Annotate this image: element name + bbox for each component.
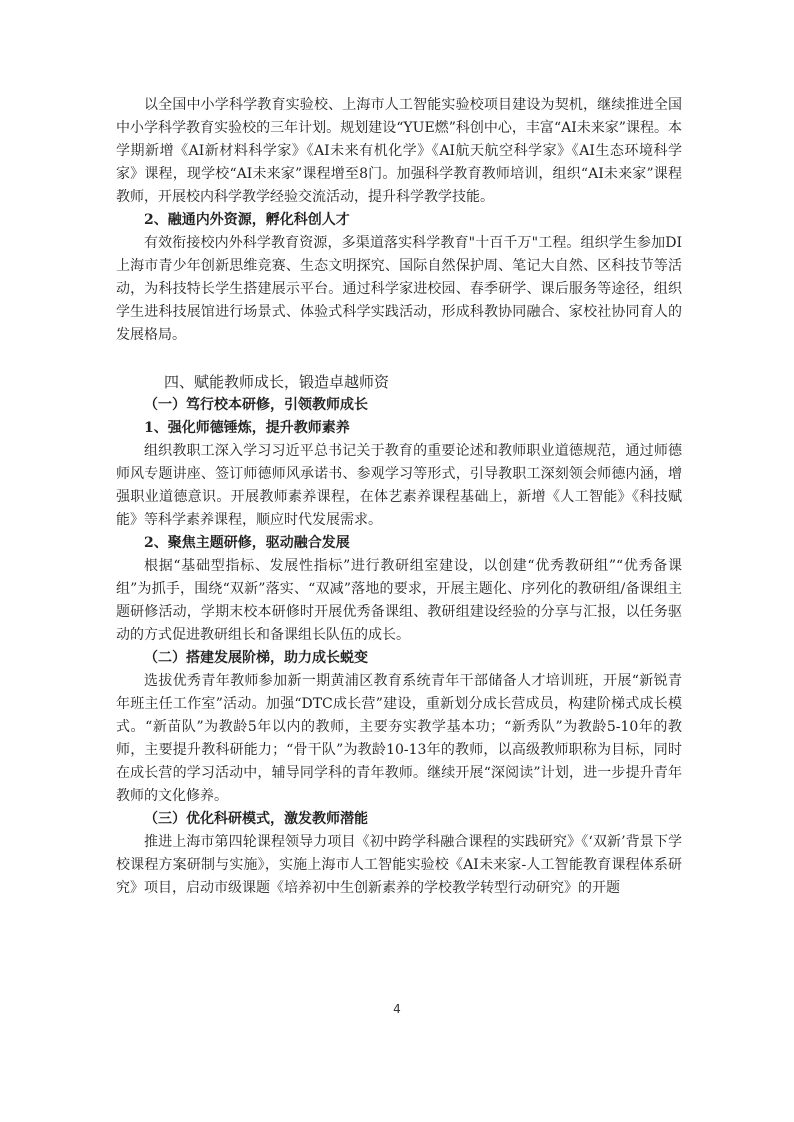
item-title-ethics: 1、强化师德锤炼，提升教师素养: [144, 420, 350, 436]
page-number: 4: [393, 1002, 401, 1016]
item-title-theme-training: 2、聚焦主题研修，驱动融合发展: [144, 535, 350, 551]
paragraph-research: 推进上海市第四轮课程领导力项目《初中跨学科融合课程的实践研究》《‘双新’背景下学校课程方案研制与实施》，实施上海市人工智能实验校《AI未来家-人工智能教育课程体系研究》项目，启动市级课题《培养初中生创新素养的学校教学转型行动研究》的开题: [116, 834, 682, 896]
paragraph-ai-curriculum: 以全国中小学科学教育实验校、上海市人工智能实验校项目建设为契机，继续推进全国中小学科学教育实验校的三年计划。规划建设“YUE燃”科创中心，丰富“AI未来家”课程。本学期新增《AI新材料科学家》《AI未来有机化学》《AI航天航空科学家》《AI生态环境科学家》课程，现学校“AI未来家”课程增至8门。加强科学教育教师培训，组织“AI未来家”课程教师，开展校内科学教学经验交流活动，提升科学教学技能。: [116, 97, 682, 205]
subsection-title-research: （三）优化科研模式，激发教师潜能: [144, 811, 368, 827]
blank-line: [116, 347, 682, 370]
document-body: [116, 94, 682, 900]
paragraph-growth-ladder: 选拔优秀青年教师参加新一期黄浦区教育系统青年干部储备人才培训班，开展“新锐青年班主任工作室”活动。加强“DTC成长营”建设，重新划分成长营成员，构建阶梯式成长模式。“新苗队”为教龄5年以内的教师，主要夯实教学基本功；“新秀队”为教龄5-10年的教师，主要提升教科研能力；“骨干队”为教龄10-13年的教师，以高级教师职称为目标，同时在成长营的学习活动中，辅导同学科的青年教师。继续开展“深阅读”计划，进一步提升青年教师的文化修养。: [116, 673, 682, 804]
subsection-title-school-training: （一）笃行校本研修，引领教师成长: [144, 397, 368, 413]
paragraph-resources: 有效衔接校内外科学教育资源，多渠道落实科学教育"十百千万"工程。组织学生参加DI上海市青少年创新思维竞赛、生态文明探究、国际自然保护周、笔记大自然、区科技节等活动，为科技特长学生搭建展示平台。通过科学家进校园、春季研学、课后服务等途径，组织学生进科技展馆进行场景式、体验式科学实践活动，形成科教协同融合、家校社协同育人的发展格局。: [116, 235, 682, 343]
paragraph-ethics: 组织教职工深入学习习近平总书记关于教育的重要论述和教师职业道德规范，通过师德师风专题讲座、签订师德师风承诺书、参观学习等形式，引导教职工深刻领会师德内涵，增强职业道德意识。开展教师素养课程，在体艺素养课程基础上，新增《人工智能》《科技赋能》等科学素养课程，顺应时代发展需求。: [116, 443, 682, 528]
paragraph-theme-training: 根据“基础型指标、发展性指标”进行教研组室建设，以创建“优秀教研组”“优秀备课组”为抓手，围绕“双新”落实、“双减”落地的要求，开展主题化、序列化的教研组/备课组主题研修活动，学期末校本研修时开展优秀备课组、教研组建设经验的分享与汇报，以任务驱动的方式促进教研组长和备课组长队伍的成长。: [116, 558, 682, 643]
subsection-title-growth-ladder: （二）搭建发展阶梯，助力成长蜕变: [144, 650, 368, 666]
heading-resources: 2、融通内外资源，孵化科创人才: [144, 212, 350, 228]
section-title-teacher-growth: 四、赋能教师成长，锻造卓越师资: [164, 373, 390, 391]
